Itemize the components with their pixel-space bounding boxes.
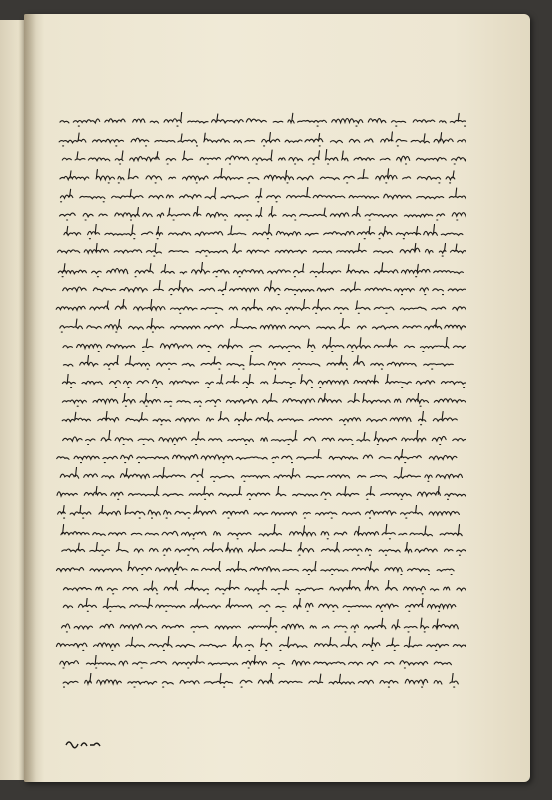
handwritten-line [50, 505, 466, 521]
handwritten-line [50, 187, 466, 203]
handwritten-line [50, 430, 466, 446]
handwriting-strokes [50, 542, 466, 558]
handwriting-strokes [50, 580, 466, 596]
handwritten-line [50, 598, 466, 614]
handwritten-line [50, 280, 466, 296]
handwriting-strokes [50, 149, 466, 165]
handwriting-strokes [50, 636, 466, 652]
handwritten-line [50, 224, 466, 240]
handwritten-text-block [50, 112, 466, 692]
handwritten-line [50, 318, 466, 334]
handwritten-line [50, 112, 466, 128]
handwritten-line [50, 355, 466, 371]
handwritten-line [50, 374, 466, 390]
handwriting-strokes [50, 243, 466, 259]
handwritten-line [50, 168, 466, 184]
handwritten-line [50, 486, 466, 502]
catchword-handwriting [64, 736, 104, 750]
handwritten-line [50, 337, 466, 353]
handwriting-strokes [50, 467, 466, 483]
handwriting-strokes [50, 262, 466, 278]
handwriting-strokes [50, 486, 466, 502]
handwriting-strokes [50, 224, 466, 240]
handwriting-strokes [50, 112, 466, 128]
handwritten-line [50, 524, 466, 540]
handwritten-line [50, 673, 466, 689]
handwriting-strokes [50, 337, 466, 353]
handwritten-line [50, 393, 466, 409]
handwritten-line [50, 542, 466, 558]
facing-page-edge [0, 20, 27, 780]
handwriting-strokes [50, 524, 466, 540]
handwritten-line [50, 580, 466, 596]
handwriting-strokes [50, 355, 466, 371]
handwritten-line [50, 467, 466, 483]
handwritten-line [50, 243, 466, 259]
handwriting-strokes [50, 655, 466, 671]
handwriting-strokes [50, 131, 466, 147]
handwritten-line [50, 636, 466, 652]
handwriting-strokes [50, 168, 466, 184]
handwriting-strokes [50, 374, 466, 390]
handwriting-strokes [50, 393, 466, 409]
handwriting-strokes [50, 318, 466, 334]
handwritten-line [50, 561, 466, 577]
handwritten-line [50, 449, 466, 465]
handwriting-strokes [50, 617, 466, 633]
handwriting-strokes [50, 449, 466, 465]
handwriting-strokes [50, 187, 466, 203]
handwriting-strokes [50, 505, 466, 521]
handwritten-line [50, 411, 466, 427]
handwriting-strokes [50, 673, 466, 689]
handwritten-line [50, 149, 466, 165]
handwriting-strokes [50, 280, 466, 296]
handwriting-strokes [50, 299, 466, 315]
catchword [64, 736, 104, 750]
handwritten-line [50, 131, 466, 147]
handwriting-strokes [50, 561, 466, 577]
handwritten-line [50, 262, 466, 278]
handwriting-strokes [50, 411, 466, 427]
handwriting-strokes [50, 206, 466, 222]
handwritten-line [50, 655, 466, 671]
handwriting-strokes [50, 598, 466, 614]
handwritten-line [50, 206, 466, 222]
handwritten-line [50, 617, 466, 633]
handwriting-strokes [50, 430, 466, 446]
handwritten-line [50, 299, 466, 315]
page-gutter [24, 14, 36, 782]
